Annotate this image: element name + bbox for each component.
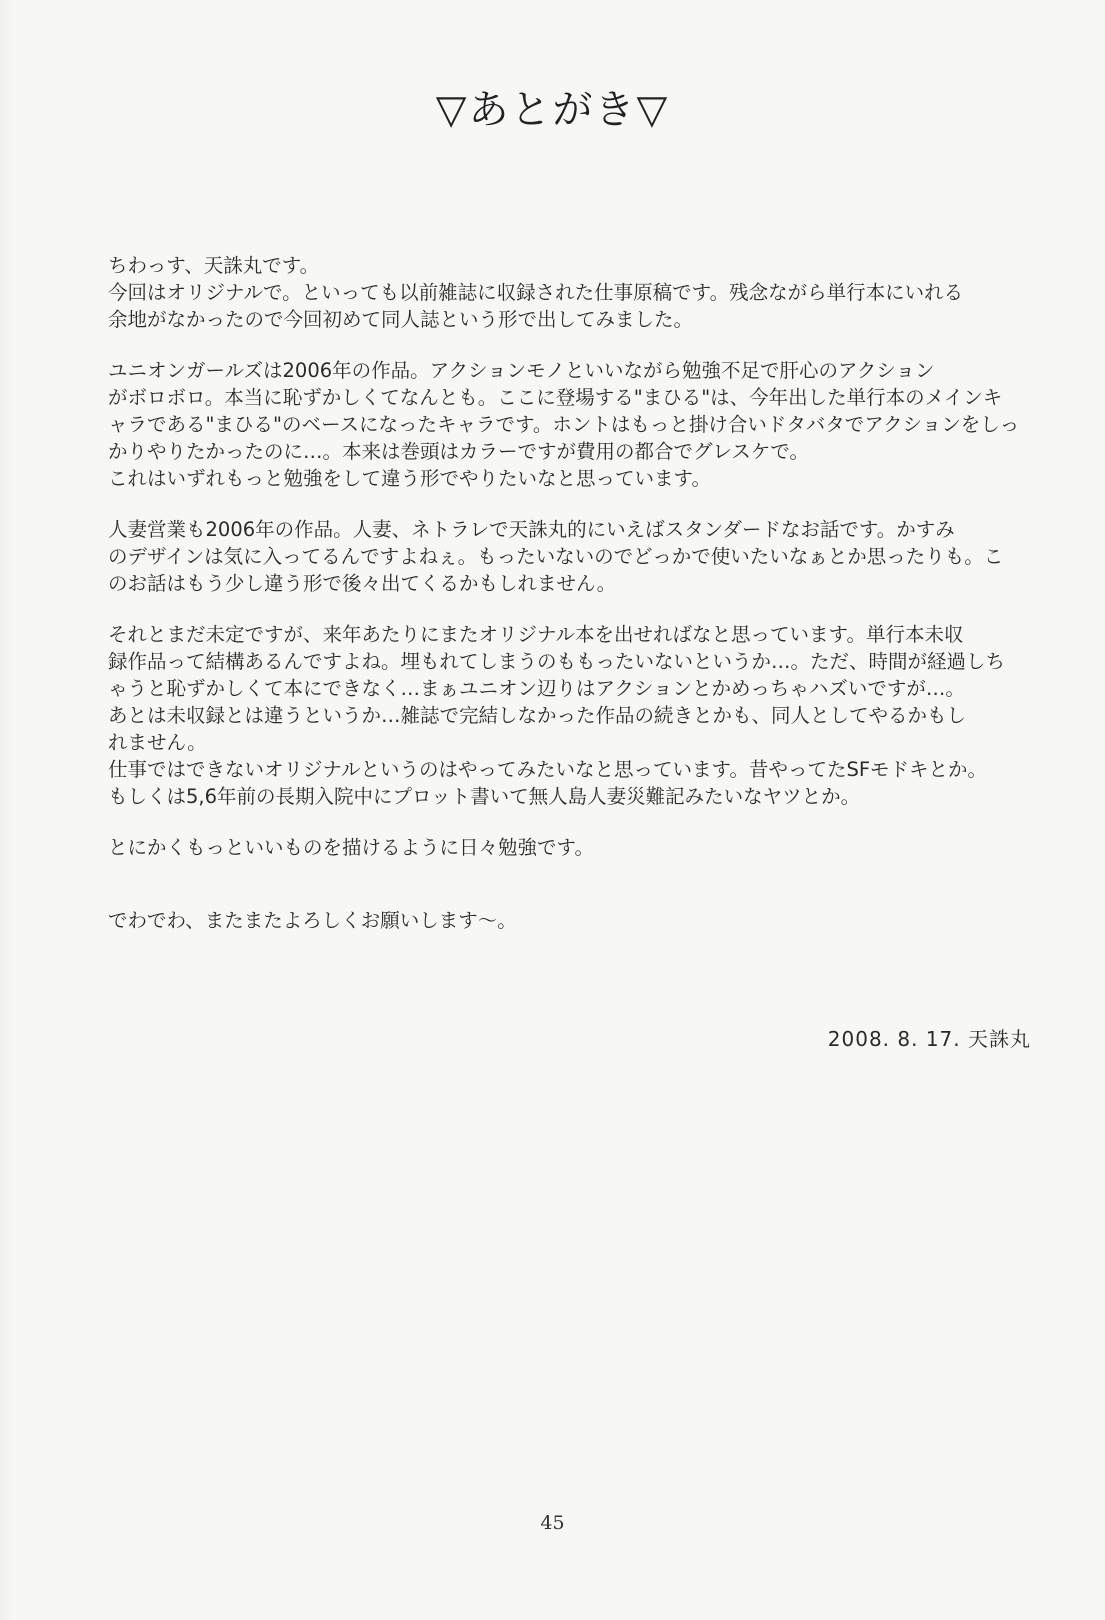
paragraph-gap xyxy=(108,597,1038,621)
text-line: あとは未収録とは違うというか…雑誌で完結しなかった作品の続きとかも、同人としてやるかもし xyxy=(108,704,967,727)
text-line: 録作品って結構あるんですよね。埋もれてしまうのももったいないというか…。ただ、時間が経過しち xyxy=(108,650,1006,673)
text-line: ちわっす、天誅丸です。 xyxy=(108,254,320,277)
paragraph-gap xyxy=(108,861,1038,907)
text-line: ゃうと恥ずかしくて本にできなく…まぁユニオン辺りはアクションとかめっちゃハズいですが…。 xyxy=(108,677,965,700)
text-line: それとまだ未定ですが、来年あたりにまたオリジナル本を出せればなと思っています。単行本未収 xyxy=(108,623,964,646)
text-line: もしくは5,6年前の長期入院中にプロット書いて無人島人妻災難記みたいなヤツとか。 xyxy=(108,785,861,808)
text-line: これはいずれもっと勉強をして違う形でやりたいなと思っています。 xyxy=(108,467,711,490)
text-line: のデザインは気に入ってるんですよねぇ。もったいないのでどっかで使いたいなぁとか思ったりも。こ xyxy=(108,545,1004,568)
text-line: ユニオンガールズは2006年の作品。アクションモノといいながら勉強不足で肝心のアクション xyxy=(108,359,935,382)
paragraph-gap xyxy=(108,492,1038,516)
afterword-body xyxy=(108,252,1038,934)
text-line: かりやりたかったのに…。本来は巻頭はカラーですが費用の都合でグレスケで。 xyxy=(108,440,810,463)
text-line: とにかくもっといいものを描けるように日々勉強です。 xyxy=(108,836,594,859)
text-line: 仕事ではできないオリジナルというのはやってみたいなと思っています。昔やってたSFモドキとか。 xyxy=(108,758,988,781)
text-line: れません。 xyxy=(108,731,207,754)
paragraph-gap xyxy=(108,810,1038,834)
signature-date: 2008. 8. 17. 天誅丸 xyxy=(827,1027,1031,1051)
text-line: ャラである"まひる"のベースになったキャラです。ホントはもっと掛け合いドタバタでアクションをしっ xyxy=(108,413,1020,436)
page-number: 45 xyxy=(540,1512,565,1534)
text-line: のお話はもう少し違う形で後々出てくるかもしれません。 xyxy=(108,572,617,595)
text-line: 今回はオリジナルで。といっても以前雑誌に収録された仕事原稿です。残念ながら単行本にいれる xyxy=(108,281,964,304)
page-title: ▽あとがき▽ xyxy=(435,87,670,133)
paragraph-gap xyxy=(108,333,1038,357)
text-line: がボロボロ。本当に恥ずかしくてなんとも。ここに登場する"まひる"は、今年出した単行本のメインキ xyxy=(108,386,1003,409)
text-line: でわでわ、またまたよろしくお願いします～。 xyxy=(108,909,517,932)
text-line: 人妻営業も2006年の作品。人妻、ネトラレで天誅丸的にいえばスタンダードなお話です。かすみ xyxy=(108,518,955,541)
text-line: 余地がなかったので今回初めて同人誌という形で出してみました。 xyxy=(108,308,694,331)
